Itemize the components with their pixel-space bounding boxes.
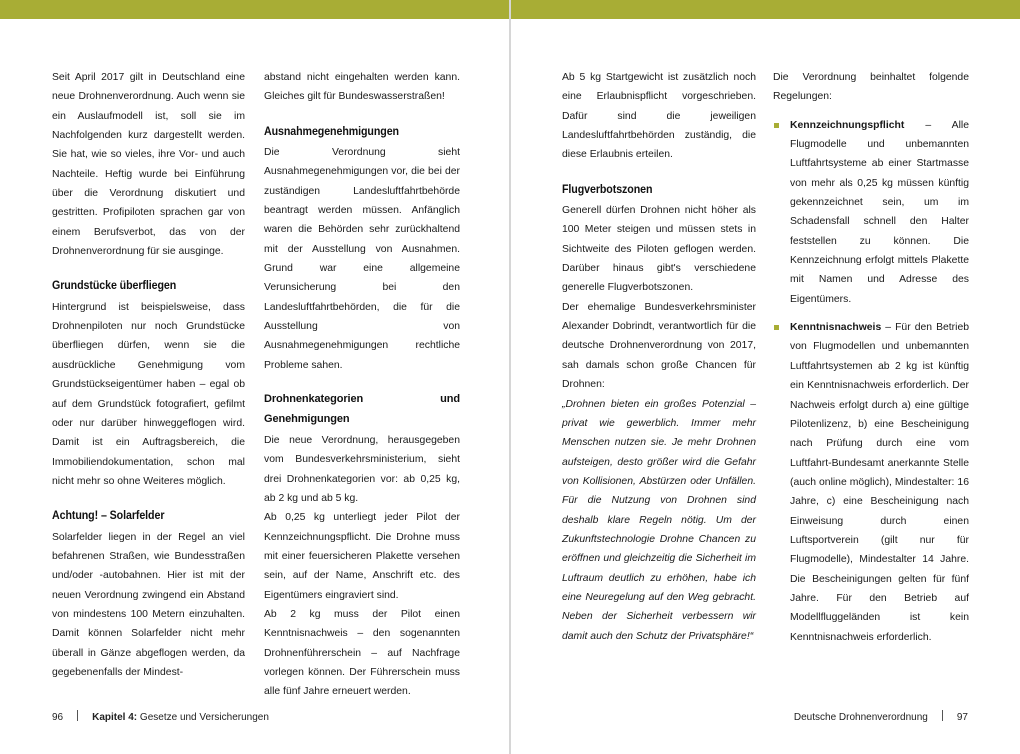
list-item	[773, 116, 969, 309]
left-page-column-2	[264, 68, 460, 702]
square-bullet-icon	[774, 325, 779, 330]
paragraph-regelungen-intro: Die Verordnung beinhaltet folgende Regelungen:	[773, 72, 969, 103]
paragraph-solarfelder: Solarfelder liegen in der Regel an viel befahrenen Straßen, wie Bundesstraßen und/oder -autobahnen. Hier ist mit der neuen Verordnung zwingend ein Abstand von mindestens 100 Metern einzuhalten. Damit können Solarfelder nicht mehr überall in Gänze abgeflogen werden, da gegebenenfalls der Mindest-	[52, 531, 245, 678]
right-page-column-2	[773, 68, 969, 656]
footer-divider	[942, 710, 943, 721]
heading-ausnahmegenehmigungen: Ausnahmegenehmigungen	[264, 123, 399, 138]
left-page-column-1	[52, 68, 245, 682]
rule-term: Kennzeichnungspflicht	[790, 119, 905, 131]
left-page	[0, 0, 509, 754]
heading-solarfelder: Achtung! – Solarfelder	[52, 508, 165, 523]
right-footer	[794, 710, 968, 723]
chapter-title: Gesetze und Versicherungen	[137, 712, 269, 723]
header-band	[511, 0, 1020, 19]
paragraph-kategorien: Die neue Verordnung, herausgegeben vom Bundesverkehrsministerium, sieht drei Drohnenkategorien vor: ab 0,25 kg, ab 2 kg und ab 5 kg.	[264, 434, 460, 504]
intro-paragraph: Seit April 2017 gilt in Deutschland eine neue Drohnenverordnung. Auch wenn sie ein Auslaufmodell ist, soll sie im Nachfolgenden kurz dargestellt werden. Sie hat, wie so vieles, ihre Vor- und auch Nachteile. Heftig wurde bei Einführung über die Verordnung diskutiert und gestritten. Profipiloten sprachen gar von einem Berufsverbot, das von der Drohnenverordnung für sie ausginge.	[52, 72, 245, 258]
paragraph-ab-025kg: Ab 0,25 kg unterliegt jeder Pilot der Kennzeichnungspflicht. Die Drohne muss mit einer feuersicheren Plakette versehen sein, auf der Name, Anschrift etc. des Eigentümers eingraviert sind.	[264, 512, 460, 601]
chapter-label: Kapitel 4:	[92, 712, 138, 723]
page-number: 97	[956, 712, 968, 723]
paragraph-ausnahmegenehmigungen: Die Verordnung sieht Ausnahmegenehmigungen vor, die bei der zuständigen Landesluftfahrtbehörde beantragt werden müssen. Anfänglich waren die Behörden sehr zurückhaltend mit der Ausstellung von Ausnahmen. Grund war eine allgemeine Verunsicherung bei den Landesluftfahrtbehörden, die für die Ausstellung von Ausnahmegenehmigungen rechtliche Probleme sahen.	[264, 147, 460, 371]
paragraph-flugverbotszonen: Generell dürfen Drohnen nicht höher als 100 Meter steigen und müssen stets in Sichtweite des Piloten geflogen werden. Darüber hinaus gibt's verschiedene generelle Flugverbotszonen.	[562, 205, 756, 294]
heading-drohnenkategorien: Drohnenkategorien und Genehmigungen	[264, 393, 460, 425]
right-page	[511, 0, 1020, 754]
paragraph-dobrindt: Der ehemalige Bundesverkehrsminister Alexander Dobrindt, verantwortlich für die deutsche Drohnenverordnung von 2017, sah damals schon große Chancen für Drohnen:	[562, 301, 756, 391]
list-item	[773, 318, 969, 647]
rule-text: – Für den Betrieb von Flugmodellen und unbemannten Luftfahrtsystemen ab 2 kg ist künftig ein Kenntnisnachweis erforderlich. Der Nachweis erfolgt durch a) eine gültige Pilotenlizenz, b) eine Bescheinigung nach Prüfung durch eine vom Luftfahrt-Bundesamt anerkannte Stelle (auch online möglich), Mindestalter: 16 Jahre, c) eine Bescheinigung nach Einweisung durch einen Luftsportverein (gilt nur für Flugmodelle), Mindestalter 14 Jahre. Die Bescheinigungen gelten für fünf Jahre. Für den Betrieb auf Modellfluggeländen ist kein Kenntnisnachweis erforderlich.	[790, 322, 969, 643]
right-page-column-1	[562, 68, 756, 646]
paragraph-ab-2kg: Ab 2 kg muss der Pilot einen Kenntnisnachweis – den sogenannten Drohnenführerschein – auf Nachfrage vorlegen können. Der Führerschein muss alle fünf Jahre erneuert werden.	[264, 608, 460, 698]
rule-text: – Alle Flugmodelle und unbemannten Luftfahrtsysteme ab einer Startmasse von mehr als 0,25 kg müssen künftig gekennzeichnet sein, um im Schadensfall schnell den Halter feststellen zu können. Die Kennzeichnung erfolgt mittels Plakette mit Namen und Adresse des Eigentümers.	[790, 119, 969, 305]
quote-dobrindt: „Drohnen bieten ein großes Potenzial – privat wie gewerblich. Immer mehr Menschen nutzen sie. Je mehr Drohnen aufsteigen, desto größer wird die Gefahr von Kollisionen, Abstürzen oder Unfällen. Für die Nutzung von Drohnen sind deshalb klare Regeln nötig. Um der Zukunftstechnologie Drohne Chancen zu eröffnen und gleichzeitig die Sicherheit im Luftraum deutlich zu erhöhen, habe ich eine Neuregelung auf den Weg gebracht. Neben der Sicherheit verbessern wir damit auch den Schutz der Privatsphäre!“	[562, 398, 756, 642]
paragraph-grundstuecke: Hintergrund ist beispielsweise, dass Drohnenpiloten nur noch Grundstücke überfliegen dürfen, wenn sie die ausdrückliche Genehmigung vom Grundstückseigentümer haben – egal ob auf dem Grundstück fotografiert, gefilmt oder nur darüber hinweggeflogen wird. Damit ist ein Auftragsbereich, die Immobiliendokumentation, schon mal nicht mehr so ohne Weiteres möglich.	[52, 301, 245, 487]
square-bullet-icon	[774, 123, 779, 128]
rule-term: Kenntnisnachweis	[790, 322, 882, 334]
page-number: 96	[52, 712, 64, 723]
footer-divider	[77, 710, 78, 721]
heading-grundstuecke: Grundstücke überfliegen	[52, 278, 177, 293]
left-footer	[52, 710, 269, 723]
header-band	[0, 0, 509, 19]
rules-list	[773, 116, 969, 647]
section-title: Deutsche Drohnenverordnung	[793, 712, 928, 723]
paragraph-erlaubnispflicht: Ab 5 kg Startgewicht ist zusätzlich noch eine Erlaubnispflicht vorgeschrieben. Dafür sind die jeweiligen Landesluftfahrtbehörden zuständig, die diese Erlaubnis erteilen.	[562, 72, 756, 161]
paragraph-continued: abstand nicht eingehalten werden kann. Gleiches gilt für Bundeswasserstraßen!	[264, 72, 460, 103]
heading-flugverbotszonen: Flugverbotszonen	[562, 181, 653, 196]
